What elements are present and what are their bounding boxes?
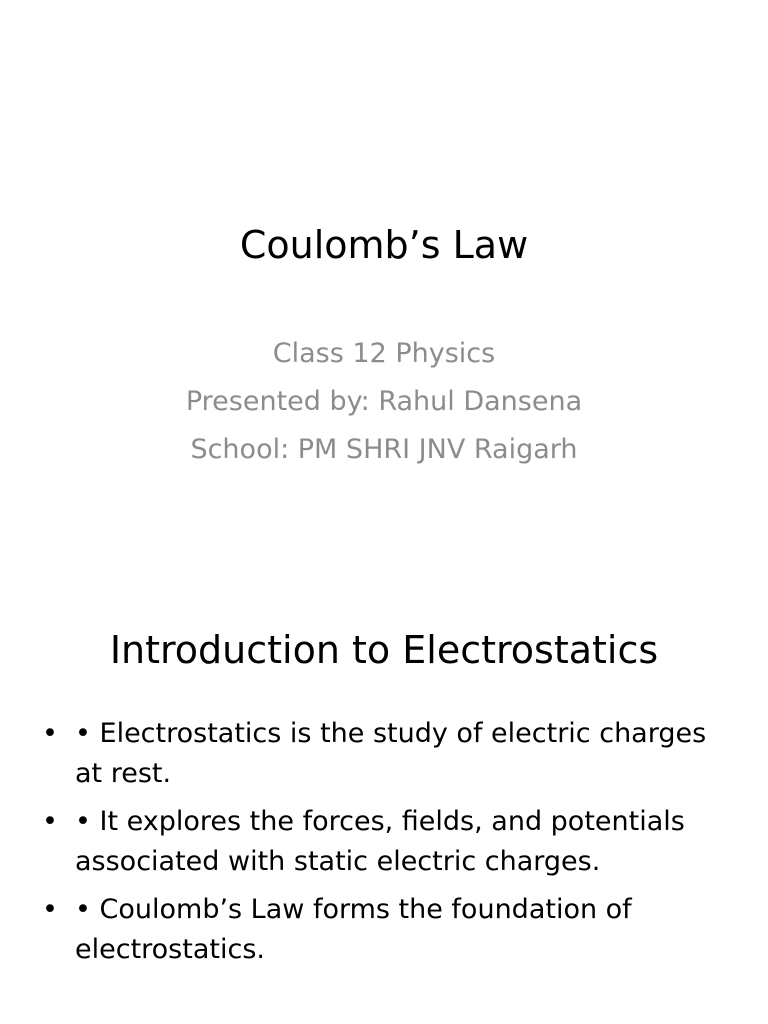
slide-title: Coulomb’s Law [239,223,529,267]
bullet-dot-icon: • [42,894,58,925]
subtitle-presenter-line: Presented by: Rahul Dansena [185,386,583,417]
bullet-text: • Coulomb’s Law forms the foundation of electrostatics. [75,894,632,965]
bullet-text: • It explores the forces, fields, and potentials associated with static electric charges. [75,806,685,877]
bullet-list [40,714,730,978]
subtitle-class-line: Class 12 Physics [272,338,496,369]
slide-title: Introduction to Electrostatics [109,628,659,672]
bullet-item [40,890,730,970]
slide-subtitle [0,330,768,474]
bullet-item [40,714,730,794]
bullet-text: • Electrostatics is the study of electric charges at rest. [75,718,707,789]
content-slide [0,576,768,1024]
bullet-dot-icon: • [42,806,58,837]
subtitle-school-line: School: PM SHRI JNV Raigarh [190,434,578,465]
bullet-item [40,802,730,882]
bullet-dot-icon: • [42,718,58,749]
